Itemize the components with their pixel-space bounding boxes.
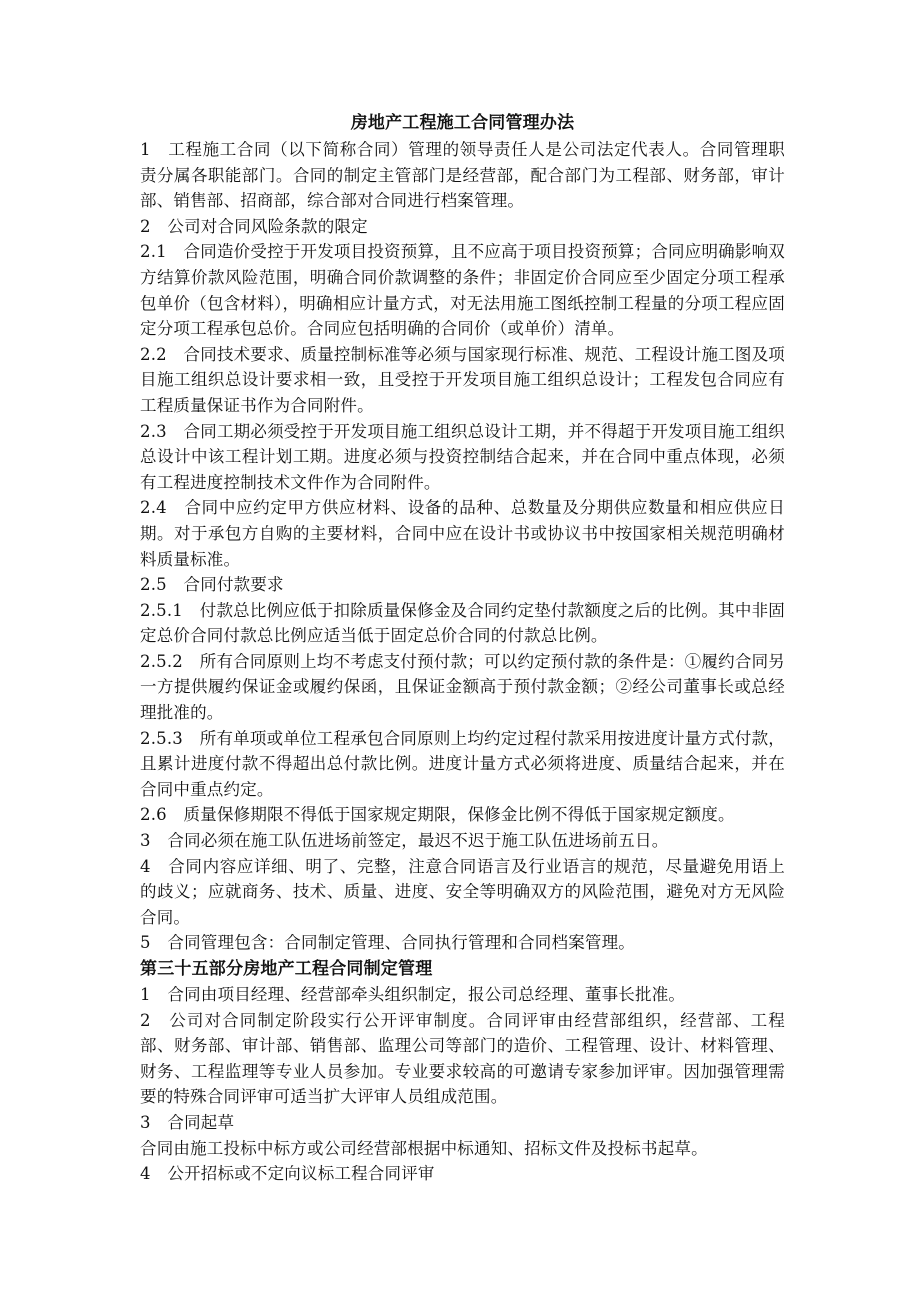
paragraph: 2.4 合同中应约定甲方供应材料、设备的品种、总数量及分期供应数量和相应供应日期。对于承包方自购的主要材料，合同中应在设计书或协议书中按国家相关规范明确材料质量标准。 (140, 498, 785, 569)
paragraph: 2.5.2 所有合同原则上均不考虑支付预付款；可以约定预付款的条件是：①履约合同另一方提供履约保证金或履约保函，且保证金额高于预付款金额；②经公司董事长或总经理批准的。 (140, 651, 785, 723)
paragraph: 5 合同管理包含：合同制定管理、合同执行管理和合同档案管理。 (140, 933, 635, 953)
paragraph: 4 公开招标或不定向议标工程合同评审 (140, 1164, 435, 1184)
paragraph: 2.2 合同技术要求、质量控制标准等必须与国家现行标准、规范、工程设计施工图及项目施工组织总设计要求相一致，且受控于开发项目施工组织总设计；工程发包合同应有工程质量保证书作为合同附件。 (140, 344, 785, 415)
paragraph: 合同由施工投标中标方或公司经营部根据中标通知、招标文件及投标书起草。 (140, 1138, 708, 1158)
paragraph: 2.3 合同工期必须受控于开发项目施工组织总设计工期，并不得超于开发项目施工组织总设计中该工程计划工期。进度必须与投资控制结合起来，并在合同中重点体现，必须有工程进度控制技术文件作为合同附件。 (140, 421, 785, 492)
paragraph: 2 公司对合同风险条款的限定 (140, 216, 368, 236)
paragraph: 4 合同内容应详细、明了、完整，注意合同语言及行业语言的规范，尽量避免用语上的歧义；应就商务、技术、质量、进度、安全等明确双方的风险范围，避免对方无风险合同。 (140, 856, 785, 927)
paragraph: 2.1 合同造价受控于开发项目投资预算，且不应高于项目投资预算；合同应明确影响双方结算价款风险范围，明确合同价款调整的条件；非固定价合同应至少固定分项工程承包单价（包含材料），明确相应计量方式，对无法用施工图纸控制工程量的分项工程应固定分项工程承包总价。合同应包括明确的合同价（或单价）清单。 (140, 242, 785, 339)
paragraph: 3 合同起草 (140, 1112, 235, 1132)
paragraph: 2.5.3 所有单项或单位工程承包合同原则上均约定过程付款采用按进度计量方式付款，且累计进度付款不得超出总付款比例。进度计量方式必须将进度、质量结合起来，并在合同中重点约定。 (140, 728, 785, 799)
paragraph: 3 合同必须在施工队伍进场前签定，最迟不迟于施工队伍进场前五日。 (140, 831, 669, 851)
paragraph: 2.6 质量保修期限不得低于国家规定期限，保修金比例不得低于国家规定额度。 (140, 805, 735, 825)
paragraph: 2.5 合同付款要求 (140, 575, 284, 595)
paragraph: 2 公司对合同制定阶段实行公开评审制度。合同评审由经营部组织，经营部、工程部、财务部、审计部、销售部、监理公司等部门的造价、工程管理、设计、材料管理、财务、工程监理等专业人员参加。专业要求较高的可邀请专家参加评审。因加强管理需要的特殊合同评审可适当扩大评审人员组成范围。 (140, 1010, 785, 1107)
paragraph: 2.5.1 付款总比例应低于扣除质量保修金及合同约定垫付款额度之后的比例。其中非固定总价合同付款总比例应适当低于固定总价合同的付款总比例。 (140, 600, 785, 646)
paragraph: 1 工程施工合同（以下简称合同）管理的领导责任人是公司法定代表人。合同管理职责分属各职能部门。合同的制定主管部门是经营部，配合部门为工程部、财务部，审计部、销售部、招商部，综合部对合同进行档案管理。 (140, 140, 785, 211)
document-page (140, 110, 785, 1187)
paragraph: 1 合同由项目经理、经营部牵头组织制定，报公司总经理、董事长批准。 (140, 985, 686, 1004)
section-heading: 第三十五部分房地产工程合同制定管理 (140, 959, 433, 979)
document-title: 房地产工程施工合同管理办法 (350, 113, 575, 133)
